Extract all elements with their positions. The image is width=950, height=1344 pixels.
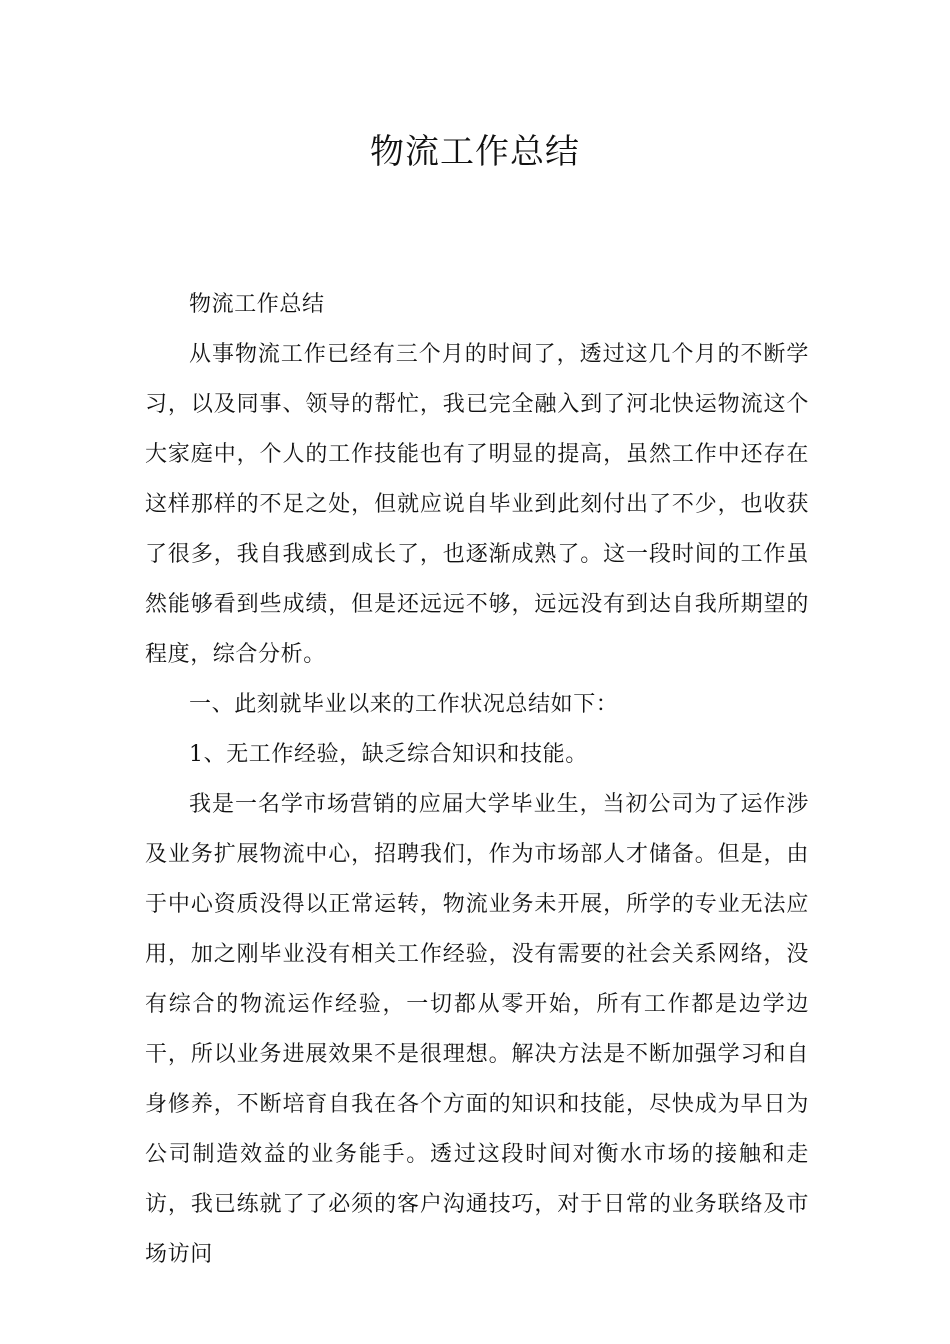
document-body xyxy=(145,280,809,1280)
document-title: 物流工作总结 xyxy=(370,132,580,172)
paragraph-intro: 从事物流工作已经有三个月的时间了，透过这几个月的不断学习，以及同事、领导的帮忙，我已完全融入到了河北快运物流这个大家庭中，个人的工作技能也有了明显的提高，虽然工作中还存在这样那样的不足之处，但就应说自毕业到此刻付出了不少，也收获了很多，我自我感到成长了，也逐渐成熟了。这一段时间的工作虽然能够看到些成绩，但是还远远不够，远远没有到达自我所期望的程度，综合分析。 xyxy=(145,342,809,667)
paragraph-body: 我是一名学市场营销的应届大学毕业生，当初公司为了运作涉及业务扩展物流中心，招聘我们，作为市场部人才储备。但是，由于中心资质没得以正常运转，物流业务未开展，所学的专业无法应用，加之刚毕业没有相关工作经验，没有需要的社会关系网络，没有综合的物流运作经验，一切都从零开始，所有工作都是边学边干，所以业务进展效果不是很理想。解决方法是不断加强学习和自身修养，不断培育自我在各个方面的知识和技能，尽快成为早日为公司制造效益的业务能手。透过这段时间对衡水市场的接触和走访，我已练就了了必须的客户沟通技巧，对于日常的业务联络及市场访问 xyxy=(145,792,809,1267)
subsection-heading: 1、无工作经验，缺乏综合知识和技能。 xyxy=(189,742,588,767)
section-heading: 一、此刻就毕业以来的工作状况总结如下： xyxy=(189,692,619,717)
paragraph-heading: 物流工作总结 xyxy=(189,292,325,317)
